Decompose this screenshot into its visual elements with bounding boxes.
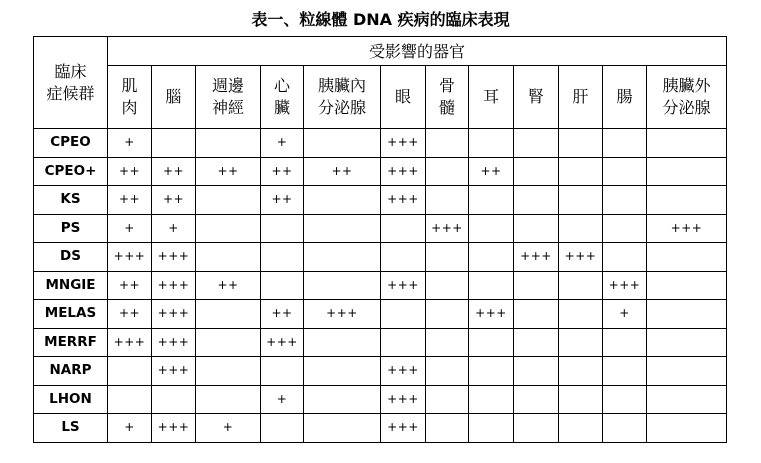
syndrome-name: CPEO xyxy=(34,129,108,158)
severity-cell xyxy=(426,186,469,215)
syndrome-name: LS xyxy=(34,414,108,443)
severity-cell xyxy=(559,328,603,357)
severity-cell xyxy=(426,271,469,300)
organ-header-line: 髓 xyxy=(438,98,455,117)
severity-cell xyxy=(304,129,381,158)
severity-cell xyxy=(647,328,727,357)
severity-cell xyxy=(381,214,426,243)
severity-cell xyxy=(514,300,559,329)
syndrome-name: KS xyxy=(34,186,108,215)
severity-cell xyxy=(469,243,514,272)
severity-cell xyxy=(603,357,647,386)
table-row xyxy=(34,357,727,386)
severity-cell xyxy=(196,385,261,414)
severity-cell: + xyxy=(108,214,152,243)
severity-cell: +++ xyxy=(261,328,304,357)
severity-cell xyxy=(559,385,603,414)
severity-cell: +++ xyxy=(152,357,196,386)
severity-cell xyxy=(603,385,647,414)
severity-cell xyxy=(261,243,304,272)
severity-cell: ++ xyxy=(152,157,196,186)
table-body xyxy=(34,129,727,443)
severity-cell xyxy=(196,243,261,272)
severity-cell xyxy=(514,357,559,386)
severity-cell xyxy=(603,214,647,243)
severity-cell xyxy=(647,271,727,300)
organ-header-line: 腸 xyxy=(616,87,633,106)
organ-header-cell xyxy=(559,66,603,129)
severity-cell xyxy=(261,414,304,443)
table-row xyxy=(34,186,727,215)
syndrome-name: MERRF xyxy=(34,328,108,357)
table-row xyxy=(34,385,727,414)
severity-cell xyxy=(381,243,426,272)
severity-cell xyxy=(152,129,196,158)
severity-cell xyxy=(304,414,381,443)
severity-cell xyxy=(426,157,469,186)
organ-header-line: 耳 xyxy=(482,87,499,106)
organ-header-cell xyxy=(152,66,196,129)
table-row xyxy=(34,328,727,357)
severity-cell xyxy=(559,357,603,386)
syndrome-name: CPEO+ xyxy=(34,157,108,186)
severity-cell xyxy=(647,414,727,443)
row-header-cell xyxy=(34,37,108,129)
organ-header-cell xyxy=(196,66,261,129)
organ-header-line: 骨 xyxy=(438,76,455,95)
syndrome-name: LHON xyxy=(34,385,108,414)
severity-cell xyxy=(559,214,603,243)
organ-header-row xyxy=(34,66,727,129)
severity-cell xyxy=(426,328,469,357)
severity-cell xyxy=(514,157,559,186)
severity-cell xyxy=(603,157,647,186)
severity-cell xyxy=(426,385,469,414)
severity-cell: +++ xyxy=(108,243,152,272)
organ-header-line: 肌 xyxy=(121,76,138,95)
severity-cell xyxy=(559,129,603,158)
table-row xyxy=(34,243,727,272)
table-title: 表一、粒線體 DNA 疾病的臨床表現 xyxy=(251,10,510,29)
severity-cell xyxy=(196,300,261,329)
severity-cell: +++ xyxy=(152,243,196,272)
clinical-manifestations-table xyxy=(33,36,727,443)
severity-cell xyxy=(426,357,469,386)
organ-header-line: 腎 xyxy=(527,87,544,106)
severity-cell: ++ xyxy=(108,186,152,215)
severity-cell xyxy=(647,129,727,158)
severity-cell xyxy=(514,186,559,215)
severity-cell xyxy=(647,243,727,272)
organ-header-line: 胰臟內 xyxy=(317,76,366,95)
syndrome-name: DS xyxy=(34,243,108,272)
severity-cell: ++ xyxy=(108,157,152,186)
severity-cell xyxy=(559,300,603,329)
severity-cell xyxy=(304,328,381,357)
severity-cell xyxy=(469,328,514,357)
severity-cell xyxy=(559,414,603,443)
row-header-line: 症候群 xyxy=(46,83,95,103)
organ-header-line: 神經 xyxy=(211,98,244,117)
severity-cell: +++ xyxy=(647,214,727,243)
organ-header-cell xyxy=(108,66,152,129)
organ-header-cell xyxy=(426,66,469,129)
severity-cell xyxy=(514,414,559,443)
severity-cell: ++ xyxy=(261,157,304,186)
severity-cell xyxy=(559,186,603,215)
row-header-line: 臨床 xyxy=(54,61,87,81)
organ-header-line: 胰臟外 xyxy=(662,76,711,95)
severity-cell: +++ xyxy=(381,357,426,386)
severity-cell: +++ xyxy=(304,300,381,329)
syndrome-name: MNGIE xyxy=(34,271,108,300)
severity-cell xyxy=(108,385,152,414)
severity-cell xyxy=(603,186,647,215)
syndrome-name: NARP xyxy=(34,357,108,386)
severity-cell: + xyxy=(108,414,152,443)
severity-cell xyxy=(647,300,727,329)
table-row xyxy=(34,129,727,158)
severity-cell xyxy=(426,129,469,158)
severity-cell xyxy=(603,328,647,357)
table-row xyxy=(34,271,727,300)
severity-cell xyxy=(426,414,469,443)
severity-cell xyxy=(469,385,514,414)
severity-cell xyxy=(304,243,381,272)
severity-cell: ++ xyxy=(108,300,152,329)
severity-cell xyxy=(304,271,381,300)
organ-header-line: 肝 xyxy=(572,87,589,106)
organ-header-cell xyxy=(603,66,647,129)
severity-cell: ++ xyxy=(261,300,304,329)
severity-cell xyxy=(196,328,261,357)
severity-cell xyxy=(261,357,304,386)
severity-cell: + xyxy=(261,385,304,414)
severity-cell xyxy=(304,385,381,414)
severity-cell xyxy=(603,129,647,158)
table-row xyxy=(34,157,727,186)
severity-cell: +++ xyxy=(152,271,196,300)
severity-cell xyxy=(469,186,514,215)
severity-cell: + xyxy=(152,214,196,243)
severity-cell xyxy=(469,414,514,443)
severity-cell xyxy=(559,157,603,186)
severity-cell xyxy=(426,243,469,272)
severity-cell xyxy=(304,357,381,386)
severity-cell xyxy=(603,414,647,443)
severity-cell xyxy=(647,186,727,215)
severity-cell xyxy=(647,157,727,186)
severity-cell: + xyxy=(261,129,304,158)
severity-cell: + xyxy=(196,414,261,443)
severity-cell xyxy=(514,328,559,357)
organ-group-header: 受影響的器官 xyxy=(108,37,727,66)
severity-cell: +++ xyxy=(381,385,426,414)
severity-cell xyxy=(647,385,727,414)
severity-cell: ++ xyxy=(261,186,304,215)
severity-cell xyxy=(381,300,426,329)
organ-header-line: 臟 xyxy=(273,98,290,117)
severity-cell xyxy=(196,357,261,386)
severity-cell xyxy=(469,129,514,158)
syndrome-name: MELAS xyxy=(34,300,108,329)
organ-header-line: 肉 xyxy=(121,98,138,117)
organ-header-cell xyxy=(304,66,381,129)
severity-cell xyxy=(108,357,152,386)
severity-cell xyxy=(469,214,514,243)
severity-cell xyxy=(304,214,381,243)
severity-cell: +++ xyxy=(469,300,514,329)
severity-cell: +++ xyxy=(381,271,426,300)
syndrome-name: PS xyxy=(34,214,108,243)
organ-header-cell xyxy=(647,66,727,129)
organ-header-line: 分泌腺 xyxy=(317,98,366,117)
severity-cell: +++ xyxy=(603,271,647,300)
organ-header-line: 心 xyxy=(273,76,290,95)
severity-cell: +++ xyxy=(381,186,426,215)
severity-cell xyxy=(152,385,196,414)
severity-cell: +++ xyxy=(152,414,196,443)
severity-cell xyxy=(196,186,261,215)
table-row xyxy=(34,300,727,329)
severity-cell: ++ xyxy=(304,157,381,186)
severity-cell xyxy=(514,385,559,414)
severity-cell xyxy=(469,357,514,386)
severity-cell xyxy=(261,271,304,300)
severity-cell: ++ xyxy=(108,271,152,300)
severity-cell: ++ xyxy=(469,157,514,186)
organ-header-cell xyxy=(381,66,426,129)
severity-cell: ++ xyxy=(152,186,196,215)
organ-header-line: 眼 xyxy=(394,87,411,106)
organ-header-cell xyxy=(469,66,514,129)
severity-cell: +++ xyxy=(152,300,196,329)
organ-header-cell xyxy=(261,66,304,129)
table-row xyxy=(34,414,727,443)
severity-cell xyxy=(647,357,727,386)
severity-cell: ++ xyxy=(196,157,261,186)
organ-header-line: 腦 xyxy=(165,87,182,106)
severity-cell xyxy=(426,300,469,329)
severity-cell xyxy=(469,271,514,300)
severity-cell xyxy=(514,271,559,300)
severity-cell: +++ xyxy=(108,328,152,357)
severity-cell xyxy=(261,214,304,243)
severity-cell: +++ xyxy=(381,129,426,158)
organ-header-line: 分泌腺 xyxy=(662,98,711,117)
severity-cell: + xyxy=(603,300,647,329)
severity-cell xyxy=(603,243,647,272)
severity-cell xyxy=(559,271,603,300)
severity-cell: +++ xyxy=(426,214,469,243)
severity-cell: + xyxy=(108,129,152,158)
severity-cell: +++ xyxy=(381,414,426,443)
severity-cell xyxy=(304,186,381,215)
severity-cell xyxy=(196,129,261,158)
table-row xyxy=(34,214,727,243)
severity-cell xyxy=(514,214,559,243)
severity-cell xyxy=(381,328,426,357)
severity-cell: +++ xyxy=(152,328,196,357)
severity-cell: +++ xyxy=(514,243,559,272)
severity-cell xyxy=(514,129,559,158)
severity-cell: +++ xyxy=(381,157,426,186)
severity-cell: ++ xyxy=(196,271,261,300)
organ-header-cell xyxy=(514,66,559,129)
organ-header-line: 週邊 xyxy=(211,76,244,95)
severity-cell xyxy=(196,214,261,243)
severity-cell: +++ xyxy=(559,243,603,272)
